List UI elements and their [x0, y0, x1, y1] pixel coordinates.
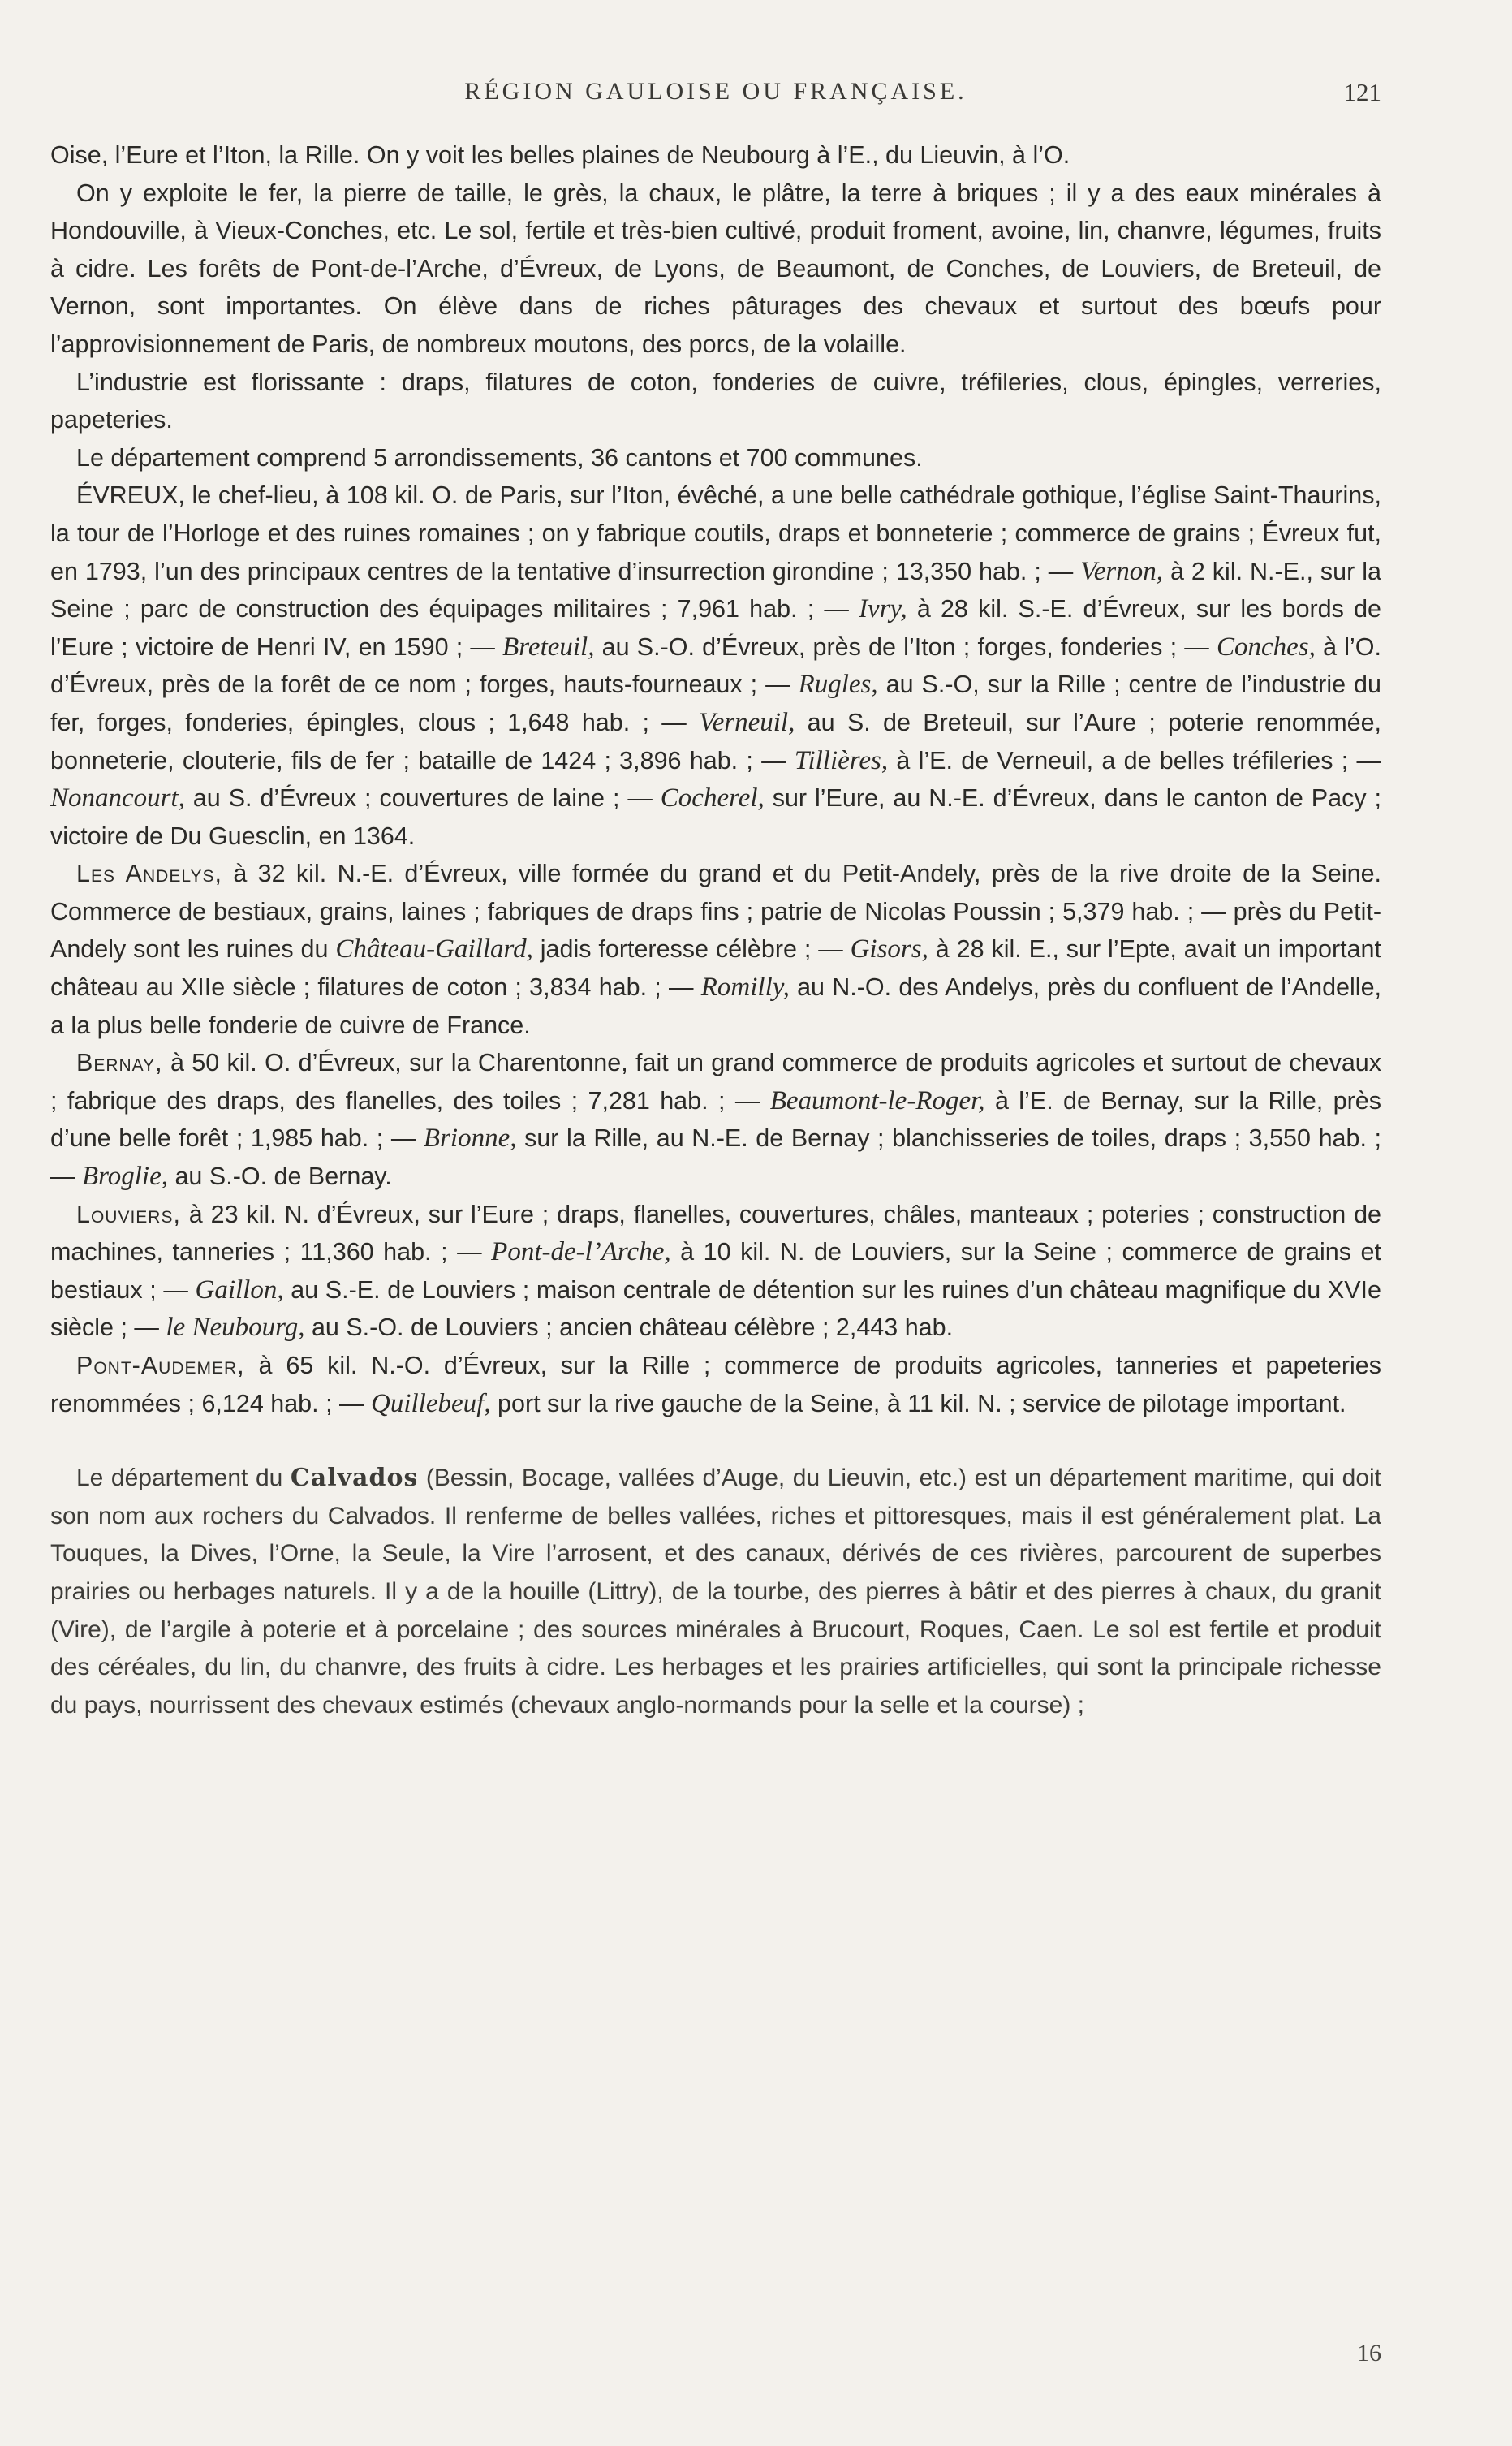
- paragraph-louviers: [50, 1196, 1381, 1347]
- paragraph-text: (Bessin, Bocage, vallées d’Auge, du Lieuvin, etc.) est un département maritime, qui doit son nom aux rochers du Calvados. Il renferme de belles vallées, riches et pittoresques, mais il est généralement plat. La Touques, la Dives, l’Orne, la Seule, la Vire l’arrosent, et des canaux, dérivés de ces rivières, parcourent de superbes prairies ou herbages naturels. Il y a de la houille (Littry), de la tourbe, des pierres à bâtir et des pierres à chaux, du granit (Vire), de l’argile à poterie et à porcelaine ; des sources minérales à Brucourt, Roques, Caen. Le sol est fertile et produit des céréales, du lin, du chanvre, des fruits à cidre. Les herbages et les prairies artificielles, qui sont la principale richesse du pays, nourrissent des chevaux estimés (chevaux anglo-normands pour la selle et la course) ;: [50, 1465, 1381, 1719]
- paragraph-text: à 32 kil. N.-E. d’Évreux, ville formée du grand et du Petit-Andely, près de la rive droite de la Seine. Commerce de bestiaux, grains, laines ; fabriques de draps fins ; patrie de Nicolas Poussin ; 5,379 hab. ; — près du Petit-Andely sont les ruines du: [50, 860, 1382, 964]
- paragraph-text: au S. d’Évreux ; couvertures de laine ; —: [184, 784, 661, 813]
- paragraph-evreux: [50, 477, 1381, 855]
- place-name: Romilly,: [700, 973, 790, 1003]
- place-name: Verneuil,: [699, 707, 795, 737]
- place-name: Pont-de-l’Arche,: [491, 1237, 671, 1267]
- paragraph-text: à l’E. de Verneuil, a de belles tréfileries ; —: [888, 746, 1381, 774]
- arrondissement-name: Louviers,: [76, 1200, 181, 1228]
- place-name: Château-Gaillard,: [335, 934, 533, 964]
- page-header: [50, 78, 1381, 117]
- paragraph-text: Le département comprend 5 arrondissements, 36 cantons et 700 communes.: [76, 443, 923, 472]
- place-name: Breteuil,: [502, 632, 595, 662]
- paragraph-text: à 50 kil. O. d’Évreux, sur la Charentonne, fait un grand commerce de produits agricoles et surtout de chevaux ; fabrique des draps, des flanelles, des toiles ; 7,281 hab. ; —: [50, 1049, 1381, 1115]
- paragraph-text: à 28 kil. S.-E. d’Évreux, sur les bords de l’Eure ; victoire de Henri IV, en 1590 ; —: [50, 595, 1382, 661]
- place-name: Rugles,: [798, 670, 878, 700]
- paragraph-pont-audemer: [50, 1347, 1381, 1422]
- place-name: Broglie,: [81, 1162, 168, 1192]
- paragraph-text: port sur la rive gauche de la Seine, à 11 kil. N. ; service de pilotage important.: [490, 1389, 1346, 1417]
- running-title: RÉGION GAULOISE OU FRANÇAISE.: [464, 78, 967, 105]
- page-number: 121: [1343, 78, 1381, 106]
- paragraph-bernay: [50, 1044, 1381, 1195]
- department-name: Calvados: [290, 1464, 419, 1493]
- paragraph-text: au S.-O. de Louviers ; ancien château célèbre ; 2,443 hab.: [304, 1314, 954, 1342]
- place-name: Cocherel,: [660, 783, 765, 813]
- place-name: Quillebeuf,: [371, 1388, 491, 1418]
- paragraph-calvados: [50, 1460, 1381, 1724]
- paragraph-text: à 65 kil. N.-O. d’Évreux, sur la Rille ; commerce de produits agricoles, tanneries et papeteries renommées ; 6,124 hab. ; —: [50, 1352, 1381, 1417]
- paragraph-text: au S. de Breteuil, sur l’Aure ; poterie renommée, bonneterie, clouterie, fils de fer ; bataille de 1424 ; 3,896 hab. ; —: [50, 708, 1382, 774]
- arrondissement-name: Les Andelys,: [76, 860, 222, 888]
- paragraph-text: jadis forteresse célèbre ; —: [532, 935, 851, 964]
- arrondissement-name: Pont-Audemer,: [76, 1352, 245, 1379]
- paragraph-text: au S.-O. d’Évreux, près de l’Iton ; forges, fonderies ; —: [594, 632, 1217, 661]
- place-name: Vernon,: [1080, 556, 1163, 586]
- paragraph-text: à 2 kil. N.-E., sur la Seine ; parc de construction des équipages militaires ; 7,961 hab. ; —: [50, 557, 1381, 623]
- paragraph-text: On y exploite le fer, la pierre de taille, le grès, la chaux, le plâtre, la terre à briques ; il y a des eaux minérales à Hondouville, à Vieux-Conches, etc. Le sol, fertile et très-bien cultivé, produit froment, avoine, lin, chanvre, légumes, fruits à cidre. Les forêts de Pont-de-l’Arche, d’Évreux, de Lyons, de Beaumont, de Conches, de Louviers, de Breteuil, de Vernon, sont importantes. On élève dans de riches pâturages des chevaux et surtout des bœufs pour l’approvisionnement de Paris, de nombreux moutons, des porcs, de la volaille.: [50, 179, 1381, 358]
- place-name: Gisors,: [850, 934, 928, 964]
- arrondissement-name: Bernay,: [76, 1049, 163, 1077]
- paragraph-text: à l’O. d’Évreux, près de la forêt de ce nom ; forges, hauts-fourneaux ; —: [50, 632, 1381, 699]
- paragraph-text: au S.-O. de Bernay.: [168, 1163, 392, 1191]
- paragraph-text: sur la Rille, au N.-E. de Bernay ; blanchisseries de toiles, draps ; 3,550 hab. ; —: [50, 1124, 1381, 1191]
- paragraph-text: au N.-O. des Andelys, près du confluent de l’Andelle, a la plus belle fonderie de cuivre de France.: [50, 973, 1382, 1039]
- place-name: Brionne,: [423, 1124, 517, 1154]
- paragraph-text: à l’E. de Bernay, sur la Rille, près d’une belle forêt ; 1,985 hab. ; —: [50, 1086, 1381, 1153]
- paragraph-text: à 10 kil. N. de Louviers, sur la Seine ; commerce de grains et bestiaux ; —: [50, 1238, 1381, 1304]
- body-text: [50, 136, 1381, 1724]
- paragraph-industry: [50, 364, 1381, 439]
- place-name: Beaumont-le-Roger,: [769, 1085, 985, 1115]
- paragraph-andelys: [50, 855, 1381, 1044]
- paragraph-text: L’industrie est florissante : draps, filatures de coton, fonderies de cuivre, tréfileries, clous, épingles, verreries, papeteries.: [50, 368, 1381, 434]
- place-name: Conches,: [1216, 632, 1316, 662]
- signature-mark: 16: [1357, 2340, 1381, 2366]
- place-name: Ivry,: [859, 594, 907, 624]
- paragraph-administration: [50, 439, 1381, 477]
- place-name: Tillières,: [794, 745, 889, 775]
- paragraph-resources: [50, 175, 1381, 364]
- paragraph-text: ÉVREUX, le chef-lieu, à 108 kil. O. de Paris, sur l’Iton, évêché, a une belle cathédrale gothique, l’église Saint-Thaurins, la tour de l’Horloge et des ruines romaines ; on y fabrique coutils, draps et bonneterie ; commerce de grains ; Évreux fut, en 1793, l’un des principaux centres de la tentative d’insurrection girondine ; 13,350 hab. ; —: [50, 481, 1381, 585]
- paragraph-continuation: [50, 136, 1381, 175]
- place-name: le Neubourg,: [166, 1313, 305, 1343]
- paragraph-text: Oise, l’Eure et l’Iton, la Rille. On y voit les belles plaines de Neubourg à l’E., du Lieuvin, à l’O.: [50, 141, 1070, 169]
- paragraph-text: Le département du: [76, 1465, 291, 1492]
- paragraph-text: au S.-E. de Louviers ; maison centrale de détention sur les ruines d’un château magnifique du XVIe siècle ; —: [50, 1275, 1381, 1342]
- paragraph-text: sur l’Eure, au N.-E. d’Évreux, dans le canton de Pacy ; victoire de Du Guesclin, en 1364.: [50, 784, 1382, 850]
- paragraph-text: à 28 kil. E., sur l’Epte, avait un important château au XIIe siècle ; filatures de coton ; 3,834 hab. ; —: [50, 935, 1381, 1002]
- paragraph-text: à 23 kil. N. d’Évreux, sur l’Eure ; draps, flanelles, couvertures, châles, manteaux ; poteries ; construction de machines, tanneries ; 11,360 hab. ; —: [50, 1200, 1381, 1266]
- paragraph-text: au S.-O, sur la Rille ; centre de l’industrie du fer, forges, fonderies, épingles, clous ; 1,648 hab. ; —: [50, 671, 1381, 736]
- place-name: Nonancourt,: [50, 783, 185, 813]
- place-name: Gaillon,: [195, 1275, 284, 1305]
